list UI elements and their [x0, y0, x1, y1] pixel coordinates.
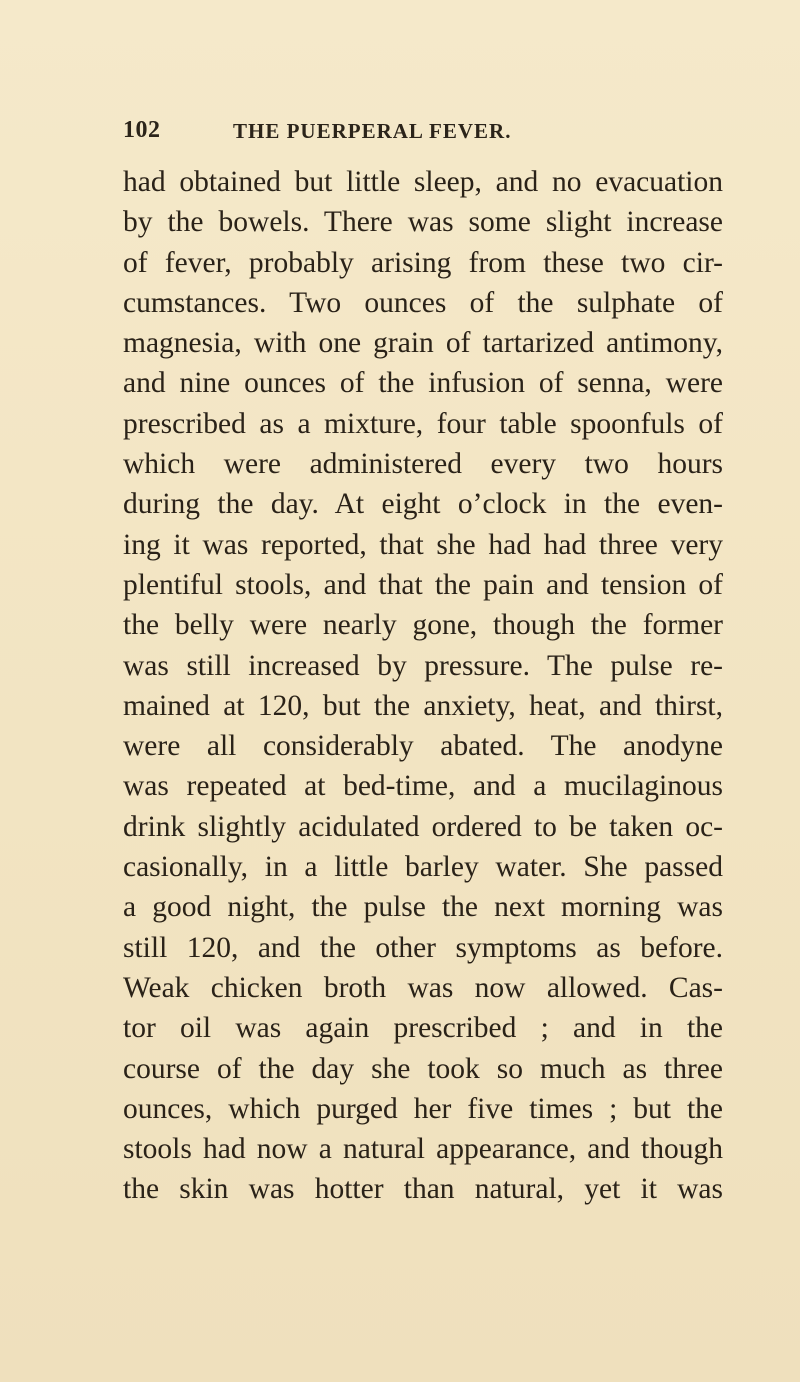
text-line: was repeated at bed-time, and a mucilaginous: [123, 770, 723, 803]
text-line: of fever, probably arising from these two cir-: [123, 246, 723, 279]
running-head: THE PUERPERAL FEVER.: [233, 119, 512, 143]
text-line: magnesia, with one grain of tartarized antimony,: [123, 327, 723, 360]
text-line: drink slightly acidulated ordered to be taken oc-: [123, 810, 723, 843]
text-line: a good night, the pulse the next morning was: [123, 891, 723, 924]
text-line: tor oil was again prescribed ; and in the: [123, 1012, 723, 1045]
text-line: ounces, which purged her five times ; but the: [123, 1092, 723, 1125]
text-line: and nine ounces of the infusion of senna, were: [123, 367, 723, 400]
page-number: 102: [123, 117, 161, 143]
text-line: stools had now a natural appearance, and though: [123, 1133, 723, 1166]
text-line: mained at 120, but the anxiety, heat, and thirst,: [123, 689, 723, 722]
text-line: had obtained but little sleep, and no evacuation: [123, 166, 723, 198]
text-line: by the bowels. There was some slight increase: [123, 206, 723, 239]
text-line: the belly were nearly gone, though the former: [123, 609, 723, 642]
text-line: plentiful stools, and that the pain and tension of: [123, 568, 723, 601]
body-text: [123, 162, 723, 1210]
text-line: during the day. At eight o’clock in the even-: [123, 488, 723, 521]
text-line: casionally, in a little barley water. She passed: [123, 851, 723, 884]
text-line: which were administered every two hours: [123, 448, 723, 481]
text-line: were all considerably abated. The anodyne: [123, 730, 723, 763]
text-line: the skin was hotter than natural, yet it was: [123, 1173, 723, 1206]
text-line: was still increased by pressure. The pulse re-: [123, 649, 723, 682]
text-line: Weak chicken broth was now allowed. Cas-: [123, 971, 723, 1004]
text-line: course of the day she took so much as three: [123, 1052, 723, 1085]
text-line: cumstances. Two ounces of the sulphate of: [123, 286, 723, 319]
text-line: ing it was reported, that she had had three very: [123, 528, 723, 561]
text-line: still 120, and the other symptoms as before.: [123, 931, 723, 964]
text-line: prescribed as a mixture, four table spoonfuls of: [123, 407, 723, 440]
page-header: [123, 117, 723, 149]
